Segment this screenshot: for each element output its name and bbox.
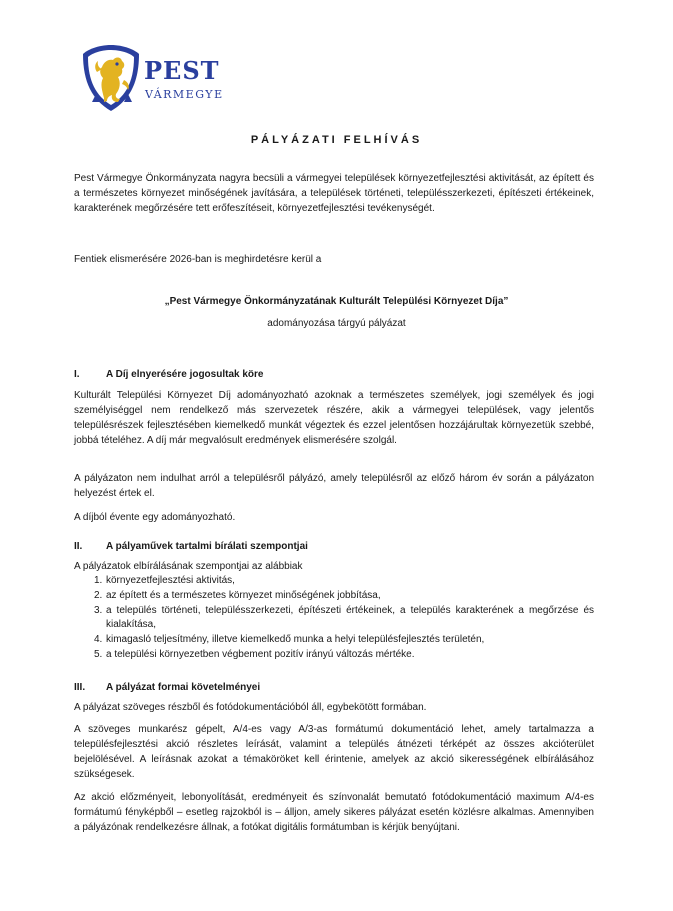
list-number: 1. — [94, 575, 103, 586]
list-item — [94, 604, 594, 632]
section-heading-1 — [74, 367, 263, 382]
logo-name: PEST — [144, 56, 220, 85]
announcement-paragraph: Fentiek elismerésére 2026-ban is meghirdetésre kerül a — [74, 254, 322, 265]
section-1-paragraph-3: A díjból évente egy adományozható. — [74, 512, 236, 523]
section-heading-3 — [74, 680, 260, 695]
list-text: környezetfejlesztési aktivitás, — [106, 575, 235, 586]
section-number: III. — [74, 682, 86, 693]
award-name: „Pest Vármegye Önkormányzatának Kulturált Települési Környezet Díja” — [164, 296, 509, 307]
section-2-lead: A pályázatok elbírálásának szempontjai az alábbiak — [74, 561, 303, 572]
list-item — [94, 574, 594, 588]
award-subtitle: adományozása tárgyú pályázat — [267, 318, 406, 329]
list-text: a települési környezetben végbement pozitív irányú változás mértéke. — [106, 649, 415, 660]
section-heading-2 — [74, 539, 308, 554]
list-text: az épített és a természetes környezet minőségének jobbítása, — [106, 590, 381, 601]
pest-varmegye-logo — [80, 42, 260, 114]
section-1-paragraph-1: Kulturált Települési Környezet Díj adományozható azoknak a természetes személyek, jogi személyek és jogi személyiséggel nem rendelkező más szervezetek részére, akik a vármegyei települések, vagy jelentős településrészek fejlesztésében kiemelkedő munkát végeztek és ezzel jelentősen hozzájárultak környezetük szebbé, jobbá tételéhez. A díj már megvalósult eredmények elismerésére szolgál. — [74, 390, 594, 446]
intro-paragraph: Pest Vármegye Önkormányzata nagyra becsüli a vármegyei települések környezetfejlesztési aktivitását, az épített és a természetes környezet minőségének javítására, a települések történeti, településszerkezeti, építészeti értékeinek, karakterének megőrzésére tett erőfeszítéseit, környezetfejlesztési tevékenységét. — [74, 173, 594, 214]
list-number: 4. — [94, 634, 103, 645]
list-item — [94, 589, 594, 603]
list-number: 3. — [94, 605, 103, 616]
list-text: a település történeti, településszerkezeti, építészeti értékeinek, a település karakterének a megőrzése és kialakítása, — [106, 605, 594, 630]
document-title: PÁLYÁZATI FELHÍVÁS — [250, 134, 423, 146]
section-title: A pályázat formai követelményei — [106, 682, 261, 693]
list-number: 5. — [94, 649, 103, 660]
section-1-paragraph-2: A pályázaton nem indulhat arról a településről pályázó, amely településről az előző három év során a pályázaton helyezést értek el. — [74, 473, 594, 499]
list-item — [94, 633, 594, 647]
section-3-paragraph-3: Az akció előzményeit, lebonyolítását, eredményeit és színvonalát bemutató fotódokumentáció maximum A/4-es formátumú fényképből – esetleg rajzokból is – álljon, amely sikeres pályázat esetén közlésre alkalmas. Amennyiben a pályázónak rendelkezésre állnak, a fotókat digitális formátumban is kérjük benyújtani. — [74, 792, 594, 833]
section-title: A pályaművek tartalmi bírálati szempontjai — [106, 541, 308, 552]
section-number: I. — [74, 369, 80, 380]
crest-icon — [80, 42, 142, 114]
criteria-list — [94, 574, 594, 662]
section-number: II. — [74, 541, 83, 552]
list-item — [94, 648, 594, 662]
section-3-paragraph-2: A szöveges munkarész gépelt, A/4-es vagy A/3-as formátumú dokumentáció lehet, amely tartalmazza a településfejlesztési akció részletes leírását, valamint a település átnézeti térképét az összes akcióterület bejelölésével. A leírásnak azokat a témaköröket kell érintenie, amelyek az akció sikerességének elbírálásához szükségesek. — [74, 724, 594, 780]
section-title: A Díj elnyerésére jogosultak köre — [106, 369, 264, 380]
list-number: 2. — [94, 590, 103, 601]
section-3-paragraph-1: A pályázat szöveges részből és fotódokumentációból áll, egybekötött formában. — [74, 702, 427, 713]
list-text: kimagasló teljesítmény, illetve kiemelkedő munka a helyi településfejlesztés területén, — [106, 634, 485, 645]
logo-subtitle: VÁRMEGYE — [145, 88, 224, 101]
